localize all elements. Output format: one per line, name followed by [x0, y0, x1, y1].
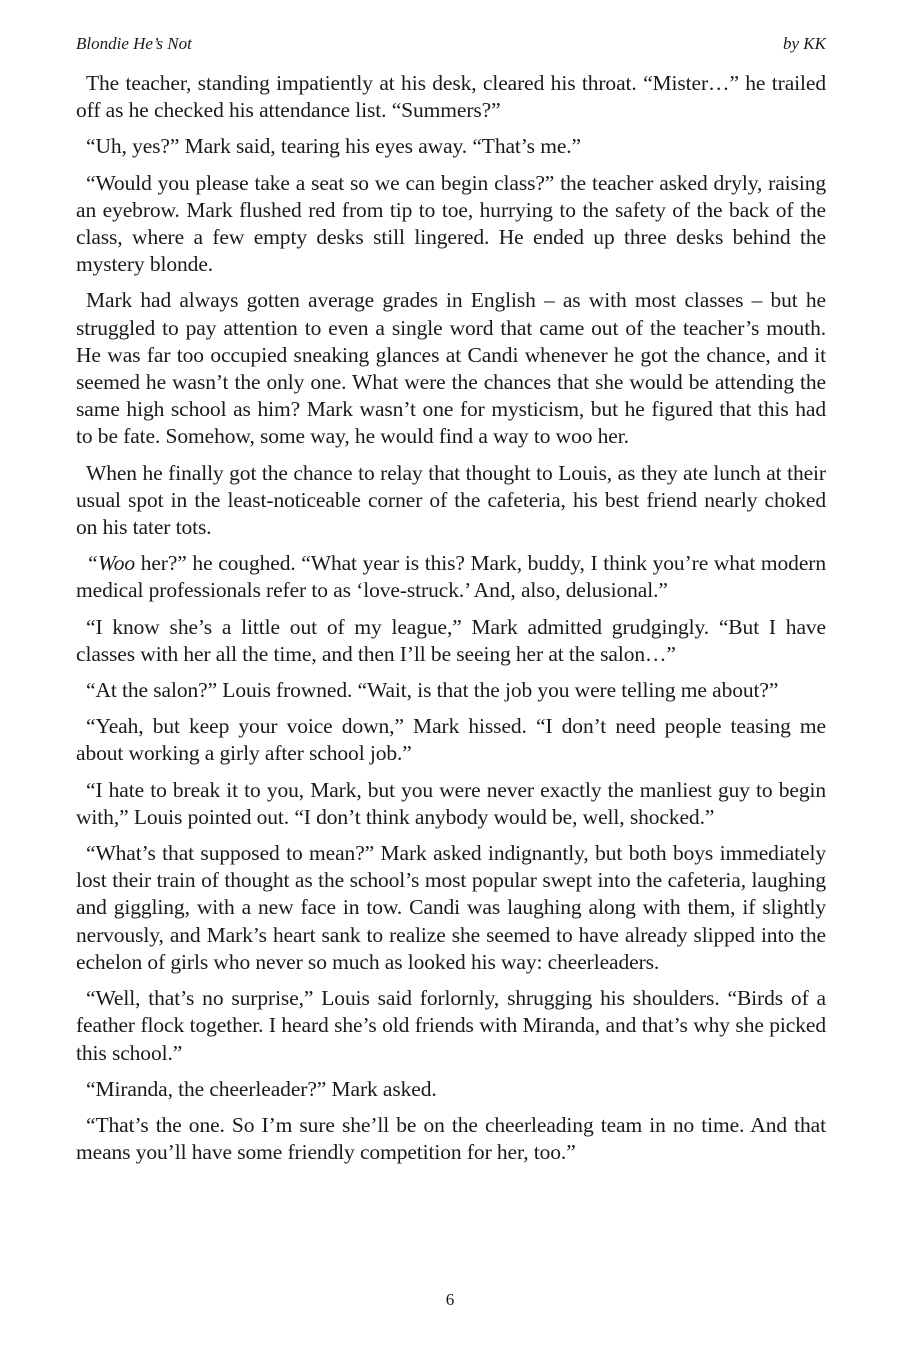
- paragraph: “Would you please take a seat so we can begin class?” the teacher asked dryly, raising an eyebrow. Mark flushed red from tip to toe, hurrying to the safety of the back of the class, where a few empty desks still lingered. He ended up three desks behind the mystery blonde.: [76, 170, 826, 277]
- paragraph: “Yeah, but keep your voice down,” Mark hissed. “I don’t need people teasing me about working a girly after school job.”: [76, 714, 826, 766]
- header-title: Blondie He’s Not: [76, 34, 192, 53]
- paragraph: “That’s the one. So I’m sure she’ll be on the cheerleading team in no time. And that means you’ll have some friendly competition for her, too.”: [76, 1112, 826, 1165]
- paragraph: “At the salon?” Louis frowned. “Wait, is that the job you were telling me about?”: [86, 678, 779, 703]
- paragraph: “Miranda, the cheerleader?” Mark asked.: [86, 1076, 437, 1101]
- paragraph: When he finally got the chance to relay that thought to Louis, as they ate lunch at their usual spot in the least-noticeable corner of the cafeteria, his best friend nearly choked on his tater tots.: [76, 460, 826, 540]
- body-text: [76, 70, 826, 1175]
- paragraph-text: her?” he coughed. “What year is this? Mark, buddy, I think you’re what modern medical professionals refer to as ‘love-struck.’ And, also, delusional.”: [76, 551, 826, 603]
- header-author: by KK: [783, 34, 826, 53]
- emphasis-text: “Woo: [86, 551, 135, 576]
- page-number: 6: [445, 1290, 455, 1309]
- paragraph: The teacher, standing impatiently at his desk, cleared his throat. “Mister…” he trailed off as he checked his attendance list. “Summers?”: [76, 71, 826, 123]
- paragraph: “What’s that supposed to mean?” Mark asked indignantly, but both boys immediately lost their train of thought as the school’s most popular swept into the cafeteria, laughing and giggling, with a new face in tow. Candi was laughing along with them, if slightly nervously, and Mark’s heart sank to realize she seemed to have already slipped into the echelon of girls who never so much as looked his way: cheerleaders.: [76, 841, 826, 974]
- paragraph: “I hate to break it to you, Mark, but you were never exactly the manliest guy to begin with,” Louis pointed out. “I don’t think anybody would be, well, shocked.”: [76, 777, 826, 829]
- paragraph: “Well, that’s no surprise,” Louis said forlornly, shrugging his shoulders. “Birds of a feather flock together. I heard she’s old friends with Miranda, and that’s why she picked this school.”: [76, 986, 826, 1065]
- paragraph: “Uh, yes?” Mark said, tearing his eyes away. “That’s me.”: [86, 134, 581, 159]
- paragraph: “I know she’s a little out of my league,” Mark admitted grudgingly. “But I have classes with her all the time, and then I’ll be seeing her at the salon…”: [76, 614, 826, 666]
- paragraph: Mark had always gotten average grades in English – as with most classes – but he struggled to pay attention to even a single word that came out of the teacher’s mouth. He was far too occupied sneaking glances at Candi whenever he got the chance, and it seemed he wasn’t the only one. What were the chances that she would be attending the same high school as him? Mark wasn’t one for mysticism, but he figured that this had to be fate. Somehow, some way, he would find a way to woo her.: [76, 288, 826, 449]
- running-header: [76, 34, 826, 58]
- paragraph: [76, 550, 826, 604]
